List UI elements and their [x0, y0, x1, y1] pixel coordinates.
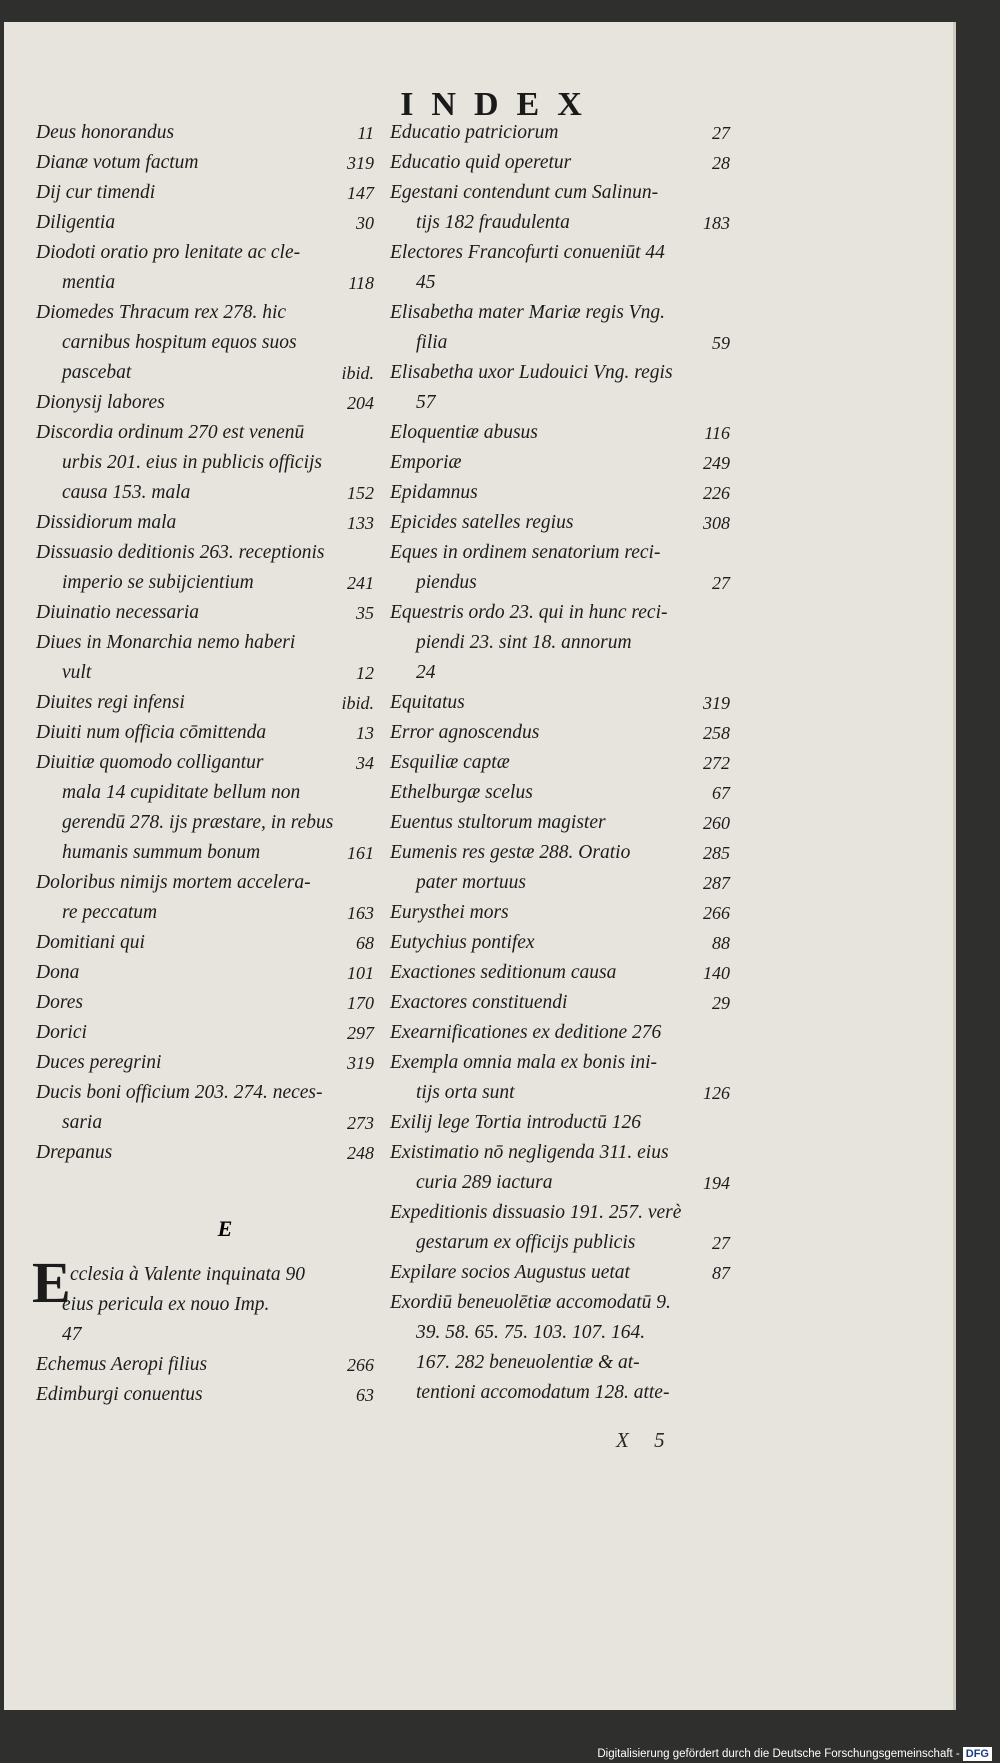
entry-text: 45 — [416, 272, 436, 293]
entry-text: Expeditionis dissuasio 191. 257. verè — [390, 1202, 682, 1223]
index-entry — [390, 538, 730, 568]
index-entry — [36, 748, 374, 778]
entry-text: Diuiti num officia cōmittenda — [36, 722, 267, 743]
entry-text: Eques in ordinem senatorium reci- — [390, 542, 661, 563]
entry-text: Dianæ votum factum — [36, 152, 199, 173]
index-entry — [390, 1318, 730, 1348]
entry-text: Dona — [36, 962, 80, 983]
entry-text: Diodoti oratio pro lenitate ac cle- — [36, 242, 301, 263]
entry-text: Elisabetha mater Mariæ regis Vng. — [390, 302, 665, 323]
entry-text: Diuites regi infensi — [36, 692, 185, 713]
index-entry — [36, 1350, 374, 1380]
entry-page-number: 226 — [703, 483, 730, 503]
entry-text: Educatio quid operetur — [390, 152, 572, 173]
index-entry — [390, 508, 730, 538]
index-entry — [390, 478, 730, 508]
index-entry — [36, 448, 374, 478]
entry-page-number: 29 — [712, 993, 730, 1013]
entry-page-number: 30 — [356, 213, 374, 233]
entry-text: Deus honorandus — [36, 122, 175, 143]
letter-section-heading: E — [217, 1216, 233, 1241]
entry-text: 39. 58. 65. 75. 103. 107. 164. — [416, 1322, 646, 1343]
entry-text: imperio se subijcientium — [62, 572, 254, 593]
entry-page-number: 116 — [704, 423, 730, 443]
index-entry — [390, 1078, 730, 1108]
entry-page-number: 27 — [712, 1233, 730, 1253]
index-entry — [36, 568, 374, 598]
index-entry — [36, 1138, 374, 1168]
index-entry — [390, 1018, 730, 1048]
index-entry — [390, 778, 730, 808]
entry-text: carnibus hospitum equos suos — [62, 332, 297, 353]
entry-text: Exilij lege Tortia introductū 126 — [390, 1112, 641, 1133]
index-entry — [390, 748, 730, 778]
entry-page-number: 126 — [703, 1083, 730, 1103]
entry-text: Error agnoscendus — [390, 722, 540, 743]
index-entry — [390, 628, 730, 658]
spacer — [36, 1168, 374, 1198]
entry-text: Edimburgi conuentus — [36, 1384, 203, 1405]
index-entry — [390, 1288, 730, 1318]
left-column — [32, 118, 374, 1410]
index-entry — [36, 898, 374, 928]
entry-page-number: 12 — [356, 663, 374, 683]
entry-text: Eumenis res gestæ 288. Oratio — [390, 842, 631, 863]
index-entry — [390, 328, 730, 358]
entry-text: Domitiani qui — [36, 932, 145, 953]
index-entry — [390, 418, 730, 448]
entry-page-number: 11 — [357, 123, 374, 143]
entry-text: mala 14 cupiditate bellum non — [62, 782, 301, 803]
index-entry — [390, 928, 730, 958]
entry-page-number: 161 — [347, 843, 374, 863]
index-entry — [36, 988, 374, 1018]
index-entry — [390, 838, 730, 868]
entry-text: Electores Francofurti conueniūt 44 — [390, 242, 665, 263]
entry-text: Dores — [36, 992, 83, 1013]
index-entry — [390, 958, 730, 988]
entry-text: Dij cur timendi — [36, 182, 156, 203]
index-entry — [36, 538, 374, 568]
entry-text: Doloribus nimijs mortem accelera- — [36, 872, 311, 893]
entry-page-number: ibid. — [341, 693, 374, 713]
index-entry — [390, 298, 730, 328]
index-entry — [36, 688, 374, 718]
entry-text: Eurysthei mors — [390, 902, 509, 923]
index-entry — [390, 1228, 730, 1258]
entry-text: tentioni accomodatum 128. atte- — [416, 1382, 670, 1403]
entry-text: Discordia ordinum 270 est venenū — [36, 422, 305, 443]
right-column — [390, 118, 730, 1408]
index-entry — [390, 688, 730, 718]
entry-text: filia — [416, 332, 448, 353]
entry-text: eius pericula ex nouo Imp. — [62, 1294, 270, 1315]
index-entry — [36, 658, 374, 688]
index-entry — [36, 628, 374, 658]
entry-page-number: 59 — [712, 333, 730, 353]
entry-text: Exearnificationes ex deditione 276 — [390, 1022, 662, 1043]
entry-text: Eloquentiæ abusus — [390, 422, 538, 443]
entry-text: gerendū 278. ijs præstare, in rebus — [62, 812, 334, 833]
entry-text: pater mortuus — [416, 872, 526, 893]
entry-page-number: ibid. — [341, 363, 374, 383]
index-entry — [36, 268, 374, 298]
entry-page-number: 194 — [703, 1173, 730, 1193]
entry-text: piendi 23. sint 18. annorum — [416, 632, 632, 653]
entry-text: Emporiæ — [390, 452, 462, 473]
entry-text: Diligentia — [36, 212, 116, 233]
entry-page-number: 68 — [356, 933, 374, 953]
entry-text: Equitatus — [390, 692, 465, 713]
index-entry — [390, 1348, 730, 1378]
index-entry — [390, 718, 730, 748]
entry-page-number: 183 — [703, 213, 730, 233]
index-entry — [36, 808, 374, 838]
dfg-logo-badge: DFG — [963, 1747, 992, 1761]
entry-page-number: 27 — [712, 123, 730, 143]
index-entry — [390, 808, 730, 838]
entry-text: Euentus stultorum magister — [390, 812, 606, 833]
index-entry — [36, 958, 374, 988]
entry-page-number: 241 — [347, 573, 374, 593]
entry-text: Eutychius pontifex — [390, 932, 535, 953]
index-entry — [36, 478, 374, 508]
entry-text: 167. 282 beneuolentiæ & at- — [416, 1352, 640, 1373]
index-entry — [390, 268, 730, 298]
index-entry — [390, 988, 730, 1018]
index-entry — [36, 928, 374, 958]
footer-credit-text: Digitalisierung gefördert durch die Deutsche Forschungsgemeinschaft - — [597, 1748, 960, 1760]
entry-text: tijs 182 fraudulenta — [416, 212, 570, 233]
entry-page-number: 297 — [347, 1023, 374, 1043]
index-entry — [36, 298, 374, 328]
entry-text: Existimatio nō negligenda 311. eius — [390, 1142, 669, 1163]
index-entry — [390, 1138, 730, 1168]
index-entry — [390, 148, 730, 178]
entry-page-number: 260 — [703, 813, 730, 833]
index-entry — [390, 388, 730, 418]
entry-text: causa 153. mala — [62, 482, 191, 503]
entry-text: vult — [62, 662, 92, 683]
entry-page-number: 319 — [703, 693, 730, 713]
entry-page-number: 27 — [712, 573, 730, 593]
entry-page-number: 249 — [703, 453, 730, 473]
entry-page-number: 152 — [347, 483, 374, 503]
index-entry — [36, 1108, 374, 1138]
entry-text: Esquiliæ captæ — [390, 752, 510, 773]
entry-text: Dionysij labores — [36, 392, 165, 413]
entry-text: piendus — [416, 572, 477, 593]
entry-page-number: 63 — [356, 1385, 374, 1405]
entry-page-number: 266 — [347, 1355, 374, 1375]
index-entry — [390, 1108, 730, 1138]
index-entry — [390, 1048, 730, 1078]
entry-text: Exactores constituendi — [390, 992, 568, 1013]
index-entry — [36, 388, 374, 418]
entry-text: Diuinatio necessaria — [36, 602, 200, 623]
entry-page-number: 147 — [347, 183, 374, 203]
entry-text: Ducis boni officium 203. 274. neces- — [36, 1082, 323, 1103]
entry-text: Ethelburgæ scelus — [390, 782, 533, 803]
book-page — [4, 22, 956, 1710]
entry-text: Exordiū beneuolētiæ accomodatū 9. — [390, 1292, 671, 1313]
index-entry — [36, 178, 374, 208]
entry-text: cclesia à Valente inquinata 90 — [70, 1264, 306, 1285]
entry-page-number: 88 — [712, 933, 730, 953]
index-entry — [36, 508, 374, 538]
entry-page-number: 285 — [703, 843, 730, 863]
entry-text: Dissidiorum mala — [36, 512, 177, 533]
entry-text: Educatio patriciorum — [390, 122, 559, 143]
entry-page-number: 101 — [347, 963, 374, 983]
entry-text: Dorici — [36, 1022, 87, 1043]
entry-text: Drepanus — [36, 1142, 113, 1163]
entry-text: Expilare socios Augustus uetat — [390, 1262, 630, 1283]
index-entry — [390, 1168, 730, 1198]
entry-page-number: 308 — [703, 513, 730, 533]
entry-page-number: 118 — [348, 273, 374, 293]
entry-page-number: 319 — [347, 1053, 374, 1073]
entry-page-number: 163 — [347, 903, 374, 923]
index-entry — [36, 1018, 374, 1048]
entry-text: Diuitiæ quomodo colligantur — [36, 752, 264, 773]
index-entry — [36, 778, 374, 808]
index-entry — [36, 208, 374, 238]
entry-text: Diomedes Thracum rex 278. hic — [36, 302, 287, 323]
entry-text: pascebat — [62, 362, 132, 383]
entry-page-number: 140 — [703, 963, 730, 983]
entry-page-number: 287 — [703, 873, 730, 893]
index-entry — [36, 418, 374, 448]
entry-text: Exactiones seditionum causa — [390, 962, 617, 983]
index-entry — [390, 1378, 730, 1408]
index-entry — [36, 1380, 374, 1410]
entry-page-number: 13 — [356, 723, 374, 743]
entry-page-number: 34 — [356, 753, 374, 773]
index-entry — [36, 718, 374, 748]
index-entry — [390, 598, 730, 628]
entry-page-number: 204 — [347, 393, 374, 413]
entry-page-number: 248 — [347, 1143, 374, 1163]
index-entry — [390, 1258, 730, 1288]
entry-text: gestarum ex officijs publicis — [416, 1232, 636, 1253]
index-entry — [390, 658, 730, 688]
entry-text: Elisabetha uxor Ludouici Vng. regis — [390, 362, 673, 383]
entry-text: Echemus Aeropi filius — [36, 1354, 208, 1375]
entry-text: re peccatum — [62, 902, 158, 923]
entry-text: Dissuasio deditionis 263. receptionis — [36, 542, 325, 563]
entry-text: humanis summum bonum — [62, 842, 261, 863]
entry-text: Duces peregrini — [36, 1052, 162, 1073]
entry-page-number: 258 — [703, 723, 730, 743]
entry-text: 24 — [416, 662, 436, 683]
entry-text: mentia — [62, 272, 116, 293]
index-entry — [36, 118, 374, 148]
entry-text: Epicides satelles regius — [390, 512, 574, 533]
index-entry — [36, 838, 374, 868]
index-entry — [36, 598, 374, 628]
index-entry — [390, 868, 730, 898]
index-entry — [390, 1198, 730, 1228]
index-entry — [36, 238, 374, 268]
entry-text: Epidamnus — [390, 482, 478, 503]
entry-page-number: 272 — [703, 753, 730, 773]
index-entry — [36, 148, 374, 178]
entry-text: Equestris ordo 23. qui in hunc reci- — [390, 602, 668, 623]
footer-credit — [597, 1745, 992, 1763]
page-header: INDEX — [400, 86, 600, 123]
entry-page-number: 266 — [703, 903, 730, 923]
entry-page-number: 28 — [712, 153, 730, 173]
index-entry — [36, 358, 374, 388]
entry-page-number: 87 — [712, 1263, 730, 1283]
index-entry — [36, 868, 374, 898]
entry-page-number: 67 — [712, 783, 730, 803]
entry-text: tijs orta sunt — [416, 1082, 515, 1103]
index-entry — [390, 358, 730, 388]
signature-mark: X 5 — [616, 1428, 675, 1452]
index-entry — [390, 448, 730, 478]
index-entry — [36, 1048, 374, 1078]
entry-text: Diues in Monarchia nemo haberi — [36, 632, 296, 653]
entry-page-number: 170 — [347, 993, 374, 1013]
entry-text: Exempla omnia mala ex bonis ini- — [390, 1052, 657, 1073]
index-entry — [390, 118, 730, 148]
entry-text: 47 — [62, 1324, 82, 1345]
index-entry — [390, 568, 730, 598]
entry-text: saria — [62, 1112, 103, 1133]
entry-text: 57 — [416, 392, 436, 413]
entry-text: Egestani contendunt cum Salinun- — [390, 182, 659, 203]
index-entry — [36, 1320, 374, 1350]
index-entry — [390, 208, 730, 238]
drop-cap-initial: E — [32, 1250, 71, 1315]
index-entry — [36, 328, 374, 358]
entry-page-number: 273 — [347, 1113, 374, 1133]
index-entry — [390, 178, 730, 208]
index-entry — [36, 1078, 374, 1108]
index-entry — [36, 1290, 374, 1320]
entry-page-number: 319 — [347, 153, 374, 173]
entry-text: urbis 201. eius in publicis officijs — [62, 452, 323, 473]
index-entry — [390, 238, 730, 268]
entry-text: curia 289 iactura — [416, 1172, 553, 1193]
entry-page-number: 35 — [356, 603, 374, 623]
index-entry — [390, 898, 730, 928]
entry-page-number: 133 — [347, 513, 374, 533]
